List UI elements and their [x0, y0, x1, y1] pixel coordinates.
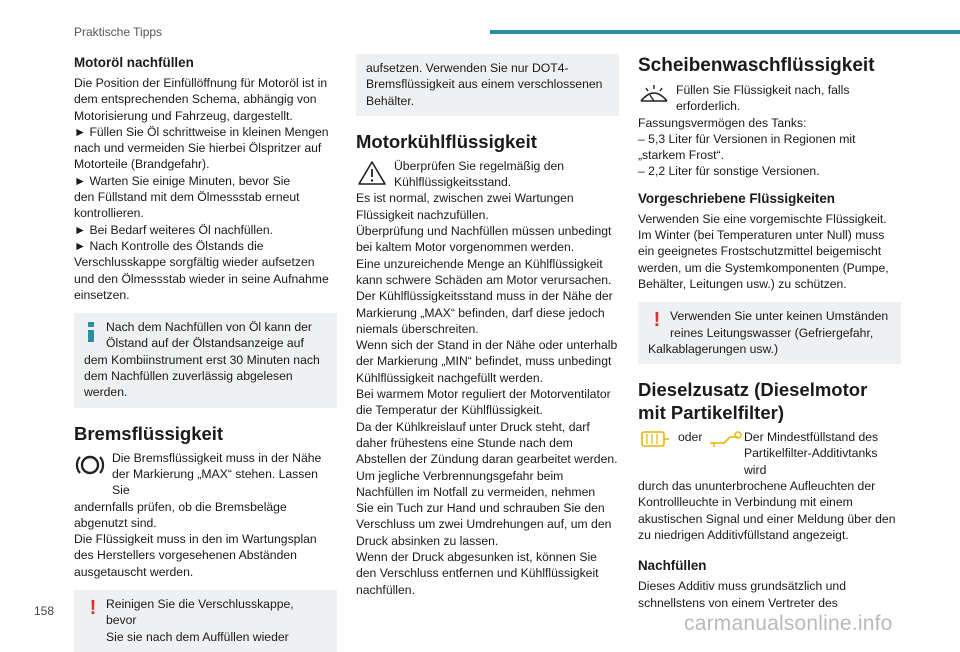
- text-line: Verschluss um zwei Umdrehungen auf, um den: [356, 517, 612, 532]
- text-line: Dieses Additiv muss grundsätzlich und: [638, 579, 846, 594]
- note-line: reines Leitungswasser (Gefriergefahr,: [670, 325, 874, 340]
- info-note-oil: [74, 313, 337, 407]
- heading-prescribed-fluids: Vorgeschriebene Flüssigkeiten: [638, 190, 835, 206]
- heading-line: mit Partikelfilter): [638, 402, 784, 424]
- text-line: Da der Kühlkreislauf unter Druck steht, darf: [356, 419, 590, 434]
- page-number: 158: [34, 604, 55, 618]
- warning-note-brake-continued: [356, 54, 619, 116]
- text-line: – 5,3 Liter für Versionen in Regionen mit: [638, 131, 856, 146]
- text-line: erforderlich.: [676, 99, 741, 114]
- text-line: Bei warmem Motor reguliert der Motorventilator: [356, 387, 611, 402]
- text-line: nach und vermeiden Sie hierbei Ölspritzer auf: [74, 141, 322, 156]
- text-line: Sie ein Tuch zur Hand und schrauben Sie den: [356, 501, 605, 516]
- washer-icon-paragraph: [638, 82, 901, 115]
- text-line: ► Warten Sie einige Minuten, bevor Sie: [74, 173, 291, 188]
- text-line: Druck absinken zu lassen.: [356, 533, 499, 548]
- text-line: Wenn sich der Stand in der Nähe oder unterhalb: [356, 338, 618, 353]
- brake-text: [74, 499, 337, 580]
- text-line: kontrollieren.: [74, 206, 144, 221]
- text-line: ausgetauscht werden.: [74, 564, 194, 579]
- warning-triangle-icon: [356, 159, 388, 187]
- text-line: ► Nach Kontrolle des Ölstands die: [74, 238, 264, 253]
- note-line: Behälter.: [366, 93, 415, 108]
- warning-exclamation-icon: !: [89, 597, 97, 620]
- column-1: [74, 54, 337, 652]
- text-line: bei kaltem Motor vorgenommen werden.: [356, 240, 575, 255]
- text-line: Motorteile (Brandgefahr).: [74, 157, 210, 172]
- diesel-icon-paragraph: [638, 429, 901, 478]
- text-line: werden, um die Systemkomponenten (Pumpe,: [638, 260, 889, 275]
- text-line: Kontrollleuchte in Verbindung mit einem: [638, 495, 853, 510]
- oder-label: oder: [678, 430, 703, 445]
- washer-text: [638, 115, 901, 180]
- text-line: dem entsprechenden Schema, abhängig von: [74, 92, 317, 107]
- text-line: ► Bei Bedarf weiteres Öl nachfüllen.: [74, 222, 274, 237]
- watermark: carmanualsonline.info: [684, 612, 893, 635]
- text-line: Verwenden Sie eine vorgemischte Flüssigkeit.: [638, 211, 887, 226]
- text-line: ► Füllen Sie Öl schrittweise in kleinen Mengen: [74, 124, 329, 139]
- brake-fluid-icon: [74, 451, 106, 479]
- heading-oil-refill: Motoröl nachfüllen: [74, 55, 194, 70]
- text-line: Kühlflüssigkeitsstand.: [394, 175, 512, 190]
- prescribed-text: [638, 211, 901, 292]
- text-line: Markierung „MAX“ befinden, darf diese jedoch: [356, 305, 605, 320]
- info-icon: [88, 322, 94, 342]
- note-line: Ölstand auf der Ölstandsanzeige auf: [106, 336, 304, 351]
- text-line: den Füllstand mit dem Ölmessstab erneut: [74, 190, 300, 205]
- text-line: niemals überschreiten.: [356, 321, 479, 336]
- note-line: Verwenden Sie unter keinen Umständen: [670, 309, 889, 324]
- note-line: werden.: [84, 385, 128, 400]
- note-line: dem Kombiinstrument erst 30 Minuten nach: [84, 352, 320, 367]
- text-line: Um jegliche Verbrennungsgefahr beim: [356, 468, 564, 483]
- dpf-additive-icon: [638, 429, 670, 449]
- text-line: der Markierung „MAX“ stehen. Lassen Sie: [112, 466, 318, 498]
- note-line: Sie sie nach dem Auffüllen wieder: [106, 629, 289, 644]
- header-accent-bar: [490, 30, 960, 34]
- text-line: abgenutzt sind.: [74, 515, 157, 530]
- text-line: andernfalls prüfen, ob die Bremsbeläge: [74, 499, 287, 514]
- text-line: die Temperatur der Kühlflüssigkeit.: [356, 403, 543, 418]
- text-line: zu niedrigen Additivfüllstand angezeigt.: [638, 527, 849, 542]
- heading-diesel-additive: [638, 378, 901, 424]
- refill-text: [638, 578, 901, 611]
- note-line: dem Nachfüllen zuverlässig abgelesen: [84, 369, 293, 384]
- oil-text: [74, 75, 337, 303]
- text-line: und den Ölmessstab wieder in seine Aufnahme: [74, 271, 329, 286]
- heading-washer-fluid: Scheibenwaschflüssigkeit: [638, 55, 875, 76]
- text-line: Motorisierung und Fahrzeug, dargestellt.: [74, 108, 293, 123]
- text-line: daher frühestens eine Stunde nach dem: [356, 435, 573, 450]
- note-line: Nach dem Nachfüllen von Öl kann der: [106, 320, 312, 335]
- text-line: schnellstens von einem Vertreter des: [638, 595, 838, 610]
- heading-brake-fluid: Bremsflüssigkeit: [74, 422, 224, 444]
- text-line: Überprüfen Sie regelmäßig den: [394, 158, 565, 173]
- text-line: Überprüfung und Nachfüllen müssen unbedingt: [356, 224, 612, 239]
- text-line: des Herstellers vorgesehenen Abständen: [74, 548, 297, 563]
- coolant-icon-paragraph: [356, 158, 619, 191]
- text-line: Der Kühlflüssigkeitsstand muss in der Nähe der: [356, 289, 613, 304]
- column-3: [638, 54, 901, 611]
- warning-note-tap-water: [638, 302, 901, 364]
- text-line: den Verschluss entfernen und Kühlflüssigkeit: [356, 566, 599, 581]
- heading-line: Dieselzusatz (Dieselmotor: [638, 379, 868, 401]
- heading-refill: Nachfüllen: [638, 558, 707, 574]
- text-line: Es ist normal, zwischen zwei Wartungen: [356, 191, 574, 206]
- text-line: Behälter, Leitungen usw.) zu schützen.: [638, 276, 847, 291]
- text-line: nachfüllen.: [356, 582, 415, 597]
- text-line: Verschlusskappe sorgfältig wieder aufsetzen: [74, 255, 315, 270]
- text-line: Flüssigkeit nachzufüllen.: [356, 207, 489, 222]
- text-line: – 2,2 Liter für sonstige Versionen.: [638, 164, 820, 179]
- dpf-additive-alt-icon: [708, 429, 742, 449]
- text-line: der Markierung „MIN“ befindet, muss unbedingt: [356, 354, 612, 369]
- note-line: Reinigen Sie die Verschlusskappe, bevor: [106, 597, 294, 628]
- note-line: aufsetzen. Verwenden Sie nur DOT4-: [366, 61, 569, 75]
- text-line: Wenn der Druck abgesunken ist, können Sie: [356, 550, 597, 565]
- diesel-text: [638, 478, 901, 543]
- warning-exclamation-icon: !: [653, 309, 661, 332]
- text-line: durch das ununterbrochene Aufleuchten der: [638, 479, 876, 494]
- warning-note-brake: [74, 590, 337, 652]
- note-line: Kalkablagerungen usw.): [648, 341, 779, 356]
- text-line: Fassungsvermögen des Tanks:: [638, 115, 807, 130]
- text-line: Kühlflüssigkeit nachgefüllt werden.: [356, 370, 543, 385]
- heading-coolant: Motorkühlflüssigkeit: [356, 130, 537, 152]
- text-line: Füllen Sie Flüssigkeit nach, falls: [676, 83, 850, 97]
- text-line: akustischen Signal und einer Meldung über den: [638, 511, 896, 526]
- column-2: [356, 54, 619, 598]
- text-line: Abstellen der Zündung daran gearbeitet werden.: [356, 452, 618, 467]
- coolant-text: [356, 190, 619, 597]
- text-line: Partikelfilter-Additivtanks wird: [744, 446, 878, 477]
- text-line: Die Bremsflüssigkeit muss in der Nähe: [112, 450, 322, 465]
- text-line: Die Flüssigkeit muss in den im Wartungsplan: [74, 532, 317, 547]
- text-line: ein geeignetes Frostschutzmittel beigemischt: [638, 244, 882, 259]
- text-line: „starkem Frost“.: [638, 148, 724, 163]
- text-line: Der Mindestfüllstand des: [744, 430, 879, 445]
- section-header: Praktische Tipps: [74, 25, 163, 39]
- text-line: Eine unzureichende Menge an Kühlflüssigkeit: [356, 256, 603, 271]
- text-line: Im Winter (bei Temperaturen unter Null) muss: [638, 228, 885, 243]
- text-line: Die Position der Einfüllöffnung für Motoröl ist in: [74, 76, 328, 90]
- washer-fluid-icon: [638, 83, 670, 111]
- brake-icon-paragraph: [74, 450, 337, 499]
- text-line: Nachfüllen im Notfall zu vermeiden, nehmen: [356, 484, 596, 499]
- text-line: einsetzen.: [74, 287, 130, 302]
- note-line: Bremsflüssigkeit aus einem verschlossenen: [366, 77, 603, 92]
- text-line: kann schwere Schäden am Motor verursachen.: [356, 272, 612, 287]
